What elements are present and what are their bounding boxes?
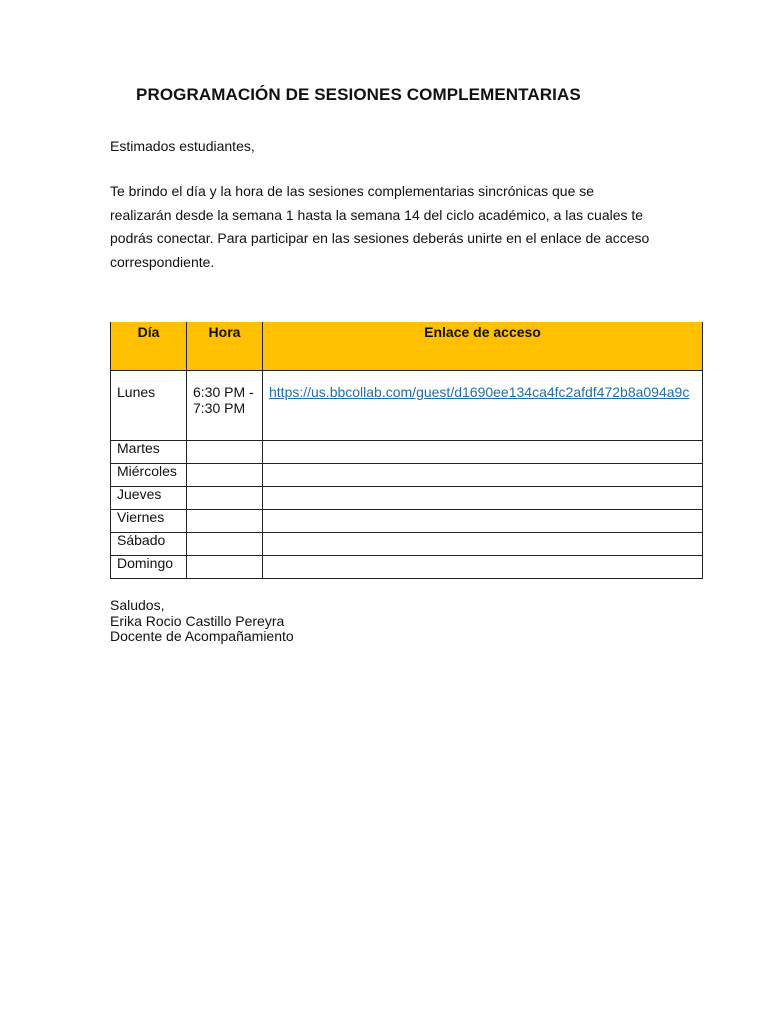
- table-row: [111, 556, 703, 579]
- session-link[interactable]: https://us.bbcollab.com/guest/d1690ee134ca4fc2afdf472b8a094a9c: [269, 384, 690, 400]
- intro-line: correspondiente.: [110, 253, 215, 270]
- greeting: Estimados estudiantes,: [110, 138, 255, 154]
- hour-end: 7:30 PM: [193, 400, 246, 416]
- hour-cell: [187, 464, 263, 487]
- table-row: [111, 464, 703, 487]
- intro-paragraph: [110, 180, 710, 274]
- table-row: [111, 441, 703, 464]
- hour-cell: [187, 510, 263, 533]
- day-cell: Domingo: [111, 556, 187, 579]
- day-cell: Lunes: [111, 371, 187, 441]
- intro-line: realizarán desde la semana 1 hasta la semana 14 del ciclo académico, a las cuales te: [110, 206, 644, 223]
- table-row: [111, 487, 703, 510]
- day-cell: Jueves: [111, 487, 187, 510]
- day-cell: Sábado: [111, 533, 187, 556]
- salutation: Saludos,: [110, 597, 165, 613]
- header-day: Día: [111, 322, 187, 371]
- link-cell: [263, 464, 703, 487]
- hour-cell: [187, 556, 263, 579]
- intro-line: Te brindo el día y la hora de las sesiones complementarias sincrónicas que se: [110, 183, 595, 199]
- hour-cell: [187, 487, 263, 510]
- table-row: [111, 510, 703, 533]
- hour-cell: [187, 533, 263, 556]
- day-cell: Martes: [111, 441, 187, 464]
- link-cell: [263, 487, 703, 510]
- link-cell: [263, 371, 703, 441]
- closing-block: [110, 598, 294, 645]
- link-cell: [263, 510, 703, 533]
- hour-cell: [187, 371, 263, 441]
- signer-name: Erika Rocio Castillo Pereyra: [110, 612, 285, 629]
- day-cell: Miércoles: [111, 464, 187, 487]
- header-link: Enlace de acceso: [263, 322, 703, 371]
- hour-cell: [187, 441, 263, 464]
- link-cell: [263, 441, 703, 464]
- document-title: PROGRAMACIÓN DE SESIONES COMPLEMENTARIAS: [136, 85, 581, 104]
- day-cell: Viernes: [111, 510, 187, 533]
- table-row: [111, 371, 703, 441]
- schedule-table: [110, 322, 703, 579]
- hour-start: 6:30 PM -: [193, 384, 254, 400]
- link-cell: [263, 533, 703, 556]
- table-header-row: [111, 322, 703, 371]
- link-cell: [263, 556, 703, 579]
- table-row: [111, 533, 703, 556]
- signer-role: Docente de Acompañamiento: [110, 628, 294, 644]
- header-hour: Hora: [187, 322, 263, 371]
- intro-line: podrás conectar. Para participar en las sesiones deberás unirte en el enlace de acceso: [110, 230, 650, 246]
